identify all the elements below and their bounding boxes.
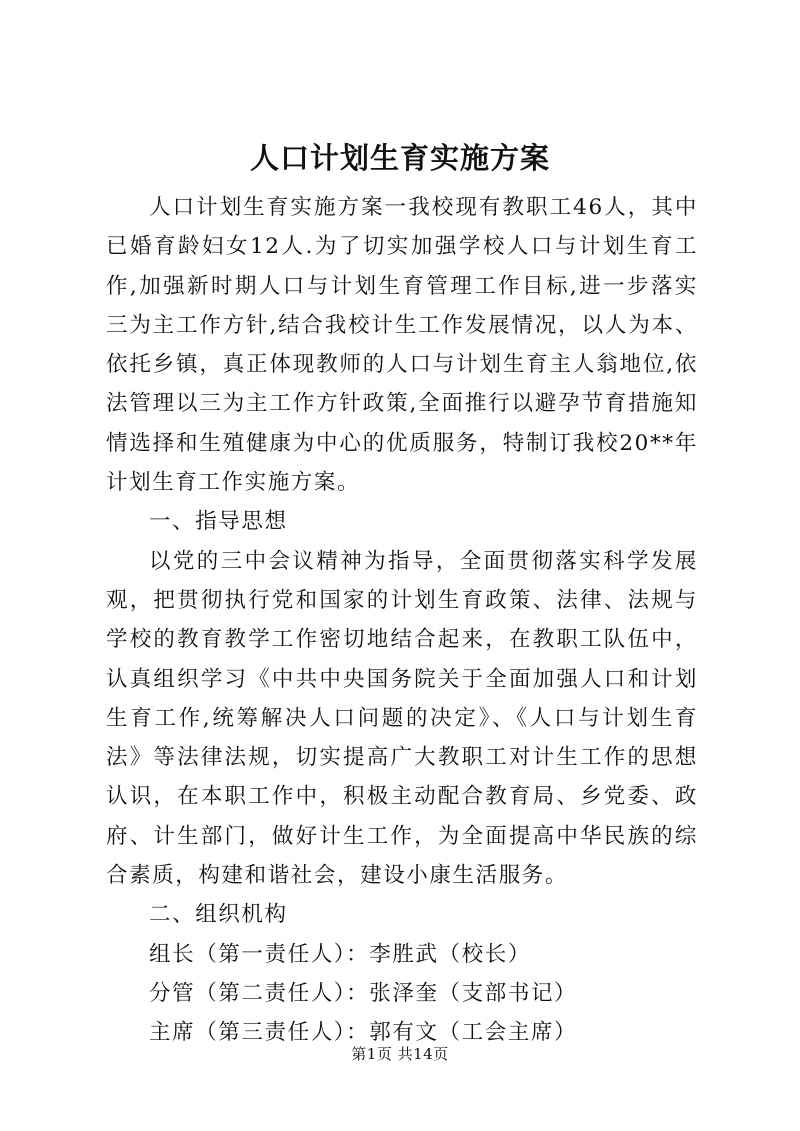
intro-paragraph: 人口计划生育实施方案一我校现有教职工46人，其中已婚育龄妇女12人.为了切实加强学校人口与计划生育工作,加强新时期人口与计划生育管理工作目标,进一步落实三为主工作方针,结合我校计生工作发展情况，以人为本、依托乡镇，真正体现教师的人口与计划生育主人翁地位,依法管理以三为主工作方针政策,全面推行以避孕节育措施知情选择和生殖健康为中心的优质服务，特制订我校20**年计划生育工作实施方案。 bbox=[106, 195, 698, 496]
page-number-footer: 第1页 共14页 bbox=[351, 1045, 449, 1063]
document-title: 人口计划生育实施方案 bbox=[249, 141, 550, 175]
section-heading-guiding-ideology: 一、指导思想 bbox=[149, 509, 288, 535]
organization-member-chair: 主席（第三责任人）：郭有文（工会主席） bbox=[149, 1020, 578, 1046]
section-heading-organization: 二、组织机构 bbox=[149, 902, 288, 928]
organization-member-leader: 组长（第一责任人）：李胜武（校长） bbox=[149, 941, 531, 967]
document-body bbox=[106, 188, 698, 1053]
guiding-ideology-paragraph: 以党的三中会议精神为指导，全面贯彻落实科学发展观，把贯彻执行党和国家的计划生育政策、法律、法规与学校的教育教学工作密切地结合起来，在教职工队伍中，认真组织学习《中共中央国务院关于全面加强人口和计划生育工作,统筹解决人口问题的决定》、《人口与计划生育法》等法律法规，切实提高广大教职工对计生工作的思想认识，在本职工作中，积极主动配合教育局、乡党委、政府、计生部门，做好计生工作，为全面提高中华民族的综合素质，构建和谐社会，建设小康生活服务。 bbox=[106, 548, 698, 889]
organization-member-deputy: 分管（第二责任人）：张泽奎（支部书记） bbox=[149, 980, 578, 1006]
